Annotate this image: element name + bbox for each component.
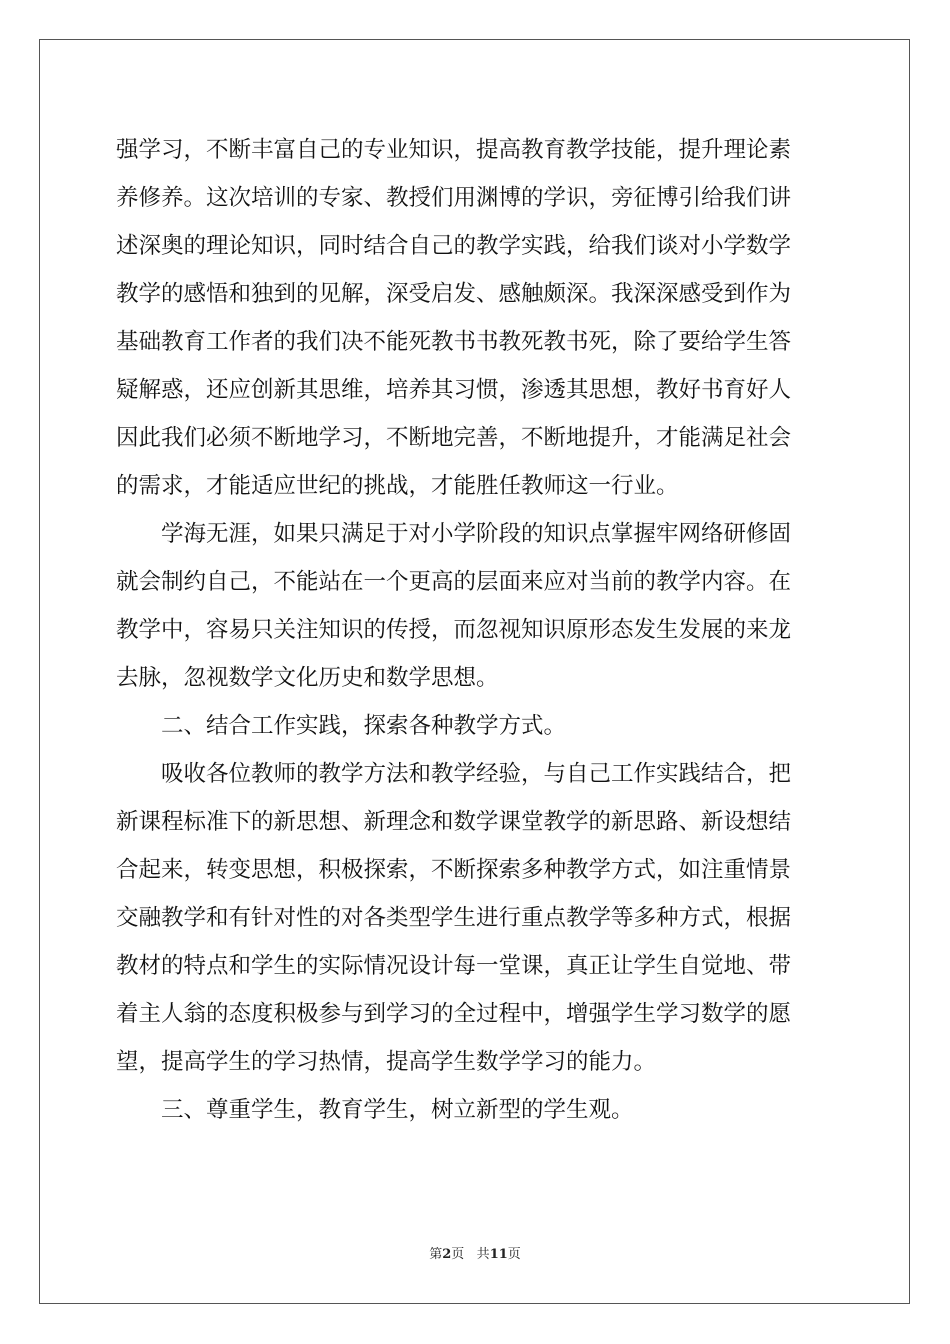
text-line: 教材的特点和学生的实际情况设计每一堂课，真正让学生自觉地、带: [116, 953, 792, 979]
text-line: 新课程标准下的新思想、新理念和数学课堂教学的新思路、新设想结: [116, 809, 792, 835]
text-line: 教学中，容易只关注知识的传授，而忽视知识原形态发生发展的来龙: [116, 617, 792, 643]
text-line: 望，提高学生的学习热情，提高学生数学学习的能力。: [116, 1049, 657, 1075]
page-prefix: 第: [429, 1247, 443, 1262]
text-line: 学海无涯，如果只满足于对小学阶段的知识点掌握牢网络研修固: [116, 521, 792, 547]
text-line: 强学习，不断丰富自己的专业知识，提高教育教学技能，提升理论素: [116, 137, 792, 163]
text-line: 着主人翁的态度积极参与到学习的全过程中，增强学生学习数学的愿: [116, 1001, 792, 1027]
text-line: 因此我们必须不断地学习，不断地完善，不断地提升，才能满足社会: [116, 425, 792, 451]
text-line: 合起来，转变思想，积极探索，不断探索多种教学方式，如注重情景: [116, 857, 792, 883]
text-line: 去脉，忽视数学文化历史和数学思想。: [116, 665, 499, 691]
text-line: 述深奥的理论知识，同时结合自己的教学实践，给我们谈对小学数学: [116, 233, 792, 259]
page-number: 2: [442, 1247, 452, 1262]
total-suffix: 页: [507, 1247, 521, 1262]
section-heading: 二、结合工作实践，探索各种教学方式。: [116, 713, 567, 739]
text-line: 的需求，才能适应世纪的挑战，才能胜任教师这一行业。: [116, 473, 679, 499]
text-line: 教学的感悟和独到的见解，深受启发、感触颇深。我深深感受到作为: [116, 281, 792, 307]
text-line: 吸收各位教师的教学方法和教学经验，与自己工作实践结合，把: [116, 761, 792, 787]
total-prefix: 共: [476, 1247, 490, 1262]
page-footer: [0, 1245, 950, 1265]
section-heading: 三、尊重学生，教育学生，树立新型的学生观。: [116, 1097, 634, 1123]
text-line: 交融教学和有针对性的对各类型学生进行重点教学等多种方式，根据: [116, 905, 792, 931]
page-suffix: 页: [451, 1247, 465, 1262]
total-pages: 11: [489, 1247, 508, 1262]
document-body: [116, 126, 834, 1134]
text-line: 基础教育工作者的我们决不能死教书书教死教书死，除了要给学生答: [116, 329, 792, 355]
text-line: 疑解惑，还应创新其思维，培养其习惯，渗透其思想，教好书育好人: [116, 377, 792, 403]
text-line: 就会制约自己，不能站在一个更高的层面来应对当前的教学内容。在: [116, 569, 792, 595]
text-line: 养修养。这次培训的专家、教授们用渊博的学识，旁征博引给我们讲: [116, 185, 792, 211]
